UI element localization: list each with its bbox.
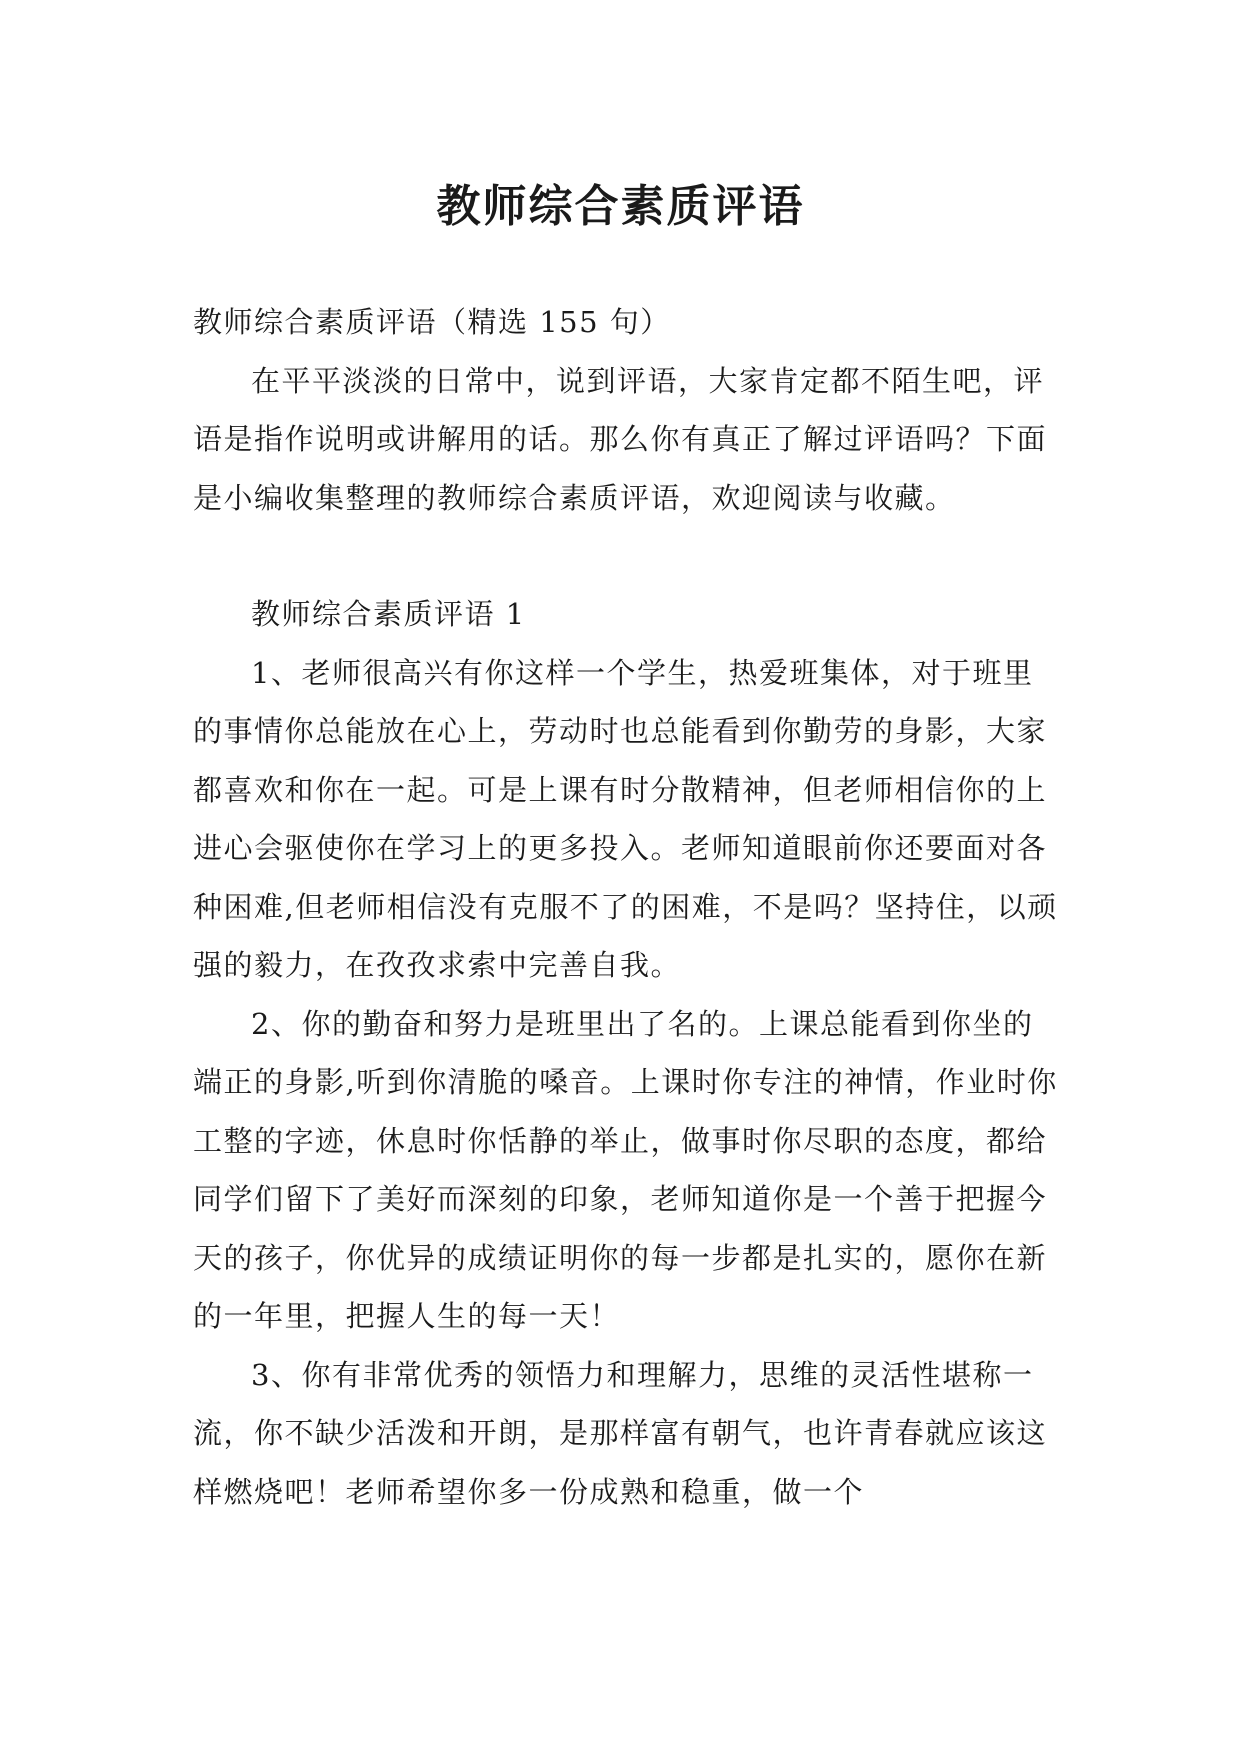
document-title: 教师综合素质评语 [436, 181, 805, 233]
document-subtitle: 教师综合素质评语（精选 155 句） [193, 305, 671, 339]
section-heading: 教师综合素质评语 1 [251, 597, 526, 631]
comment-paragraph-1: 1、老师很高兴有你这样一个学生，热爱班集体，对于班里的事情你总能放在心上，劳动时也总能看到你勤劳的身影，大家都喜欢和你在一起。可是上课有时分散精神，但老师相信你的上进心会驱使你在学习上的更多投入。老师知道眼前你还要面对各种困难,但老师相信没有克服不了的困难，不是吗？坚持住，以顽强的毅力，在孜孜求索中完善自我。 [193, 655, 1058, 982]
document-body [193, 293, 1063, 1521]
intro-paragraph: 在平平淡淡的日常中，说到评语，大家肯定都不陌生吧，评语是指作说明或讲解用的话。那么你有真正了解过评语吗？下面是小编收集整理的教师综合素质评语，欢迎阅读与收藏。 [193, 363, 1048, 515]
comment-paragraph-3: 3、你有非常优秀的领悟力和理解力，思维的灵活性堪称一流，你不缺少活泼和开朗，是那样富有朝气，也许青春就应该这样燃烧吧！老师希望你多一份成熟和稳重，做一个 [193, 1357, 1048, 1509]
comment-paragraph-2: 2、你的勤奋和努力是班里出了名的。上课总能看到你坐的端正的身影,听到你清脆的嗓音。上课时你专注的神情，作业时你工整的字迹，休息时你恬静的举止，做事时你尽职的态度，都给同学们留下了美好而深刻的印象，老师知道你是一个善于把握今天的孩子，你优异的成绩证明你的每一步都是扎实的，愿你在新的一年里，把握人生的每一天！ [193, 1006, 1058, 1333]
paragraph-spacer [193, 527, 1063, 585]
